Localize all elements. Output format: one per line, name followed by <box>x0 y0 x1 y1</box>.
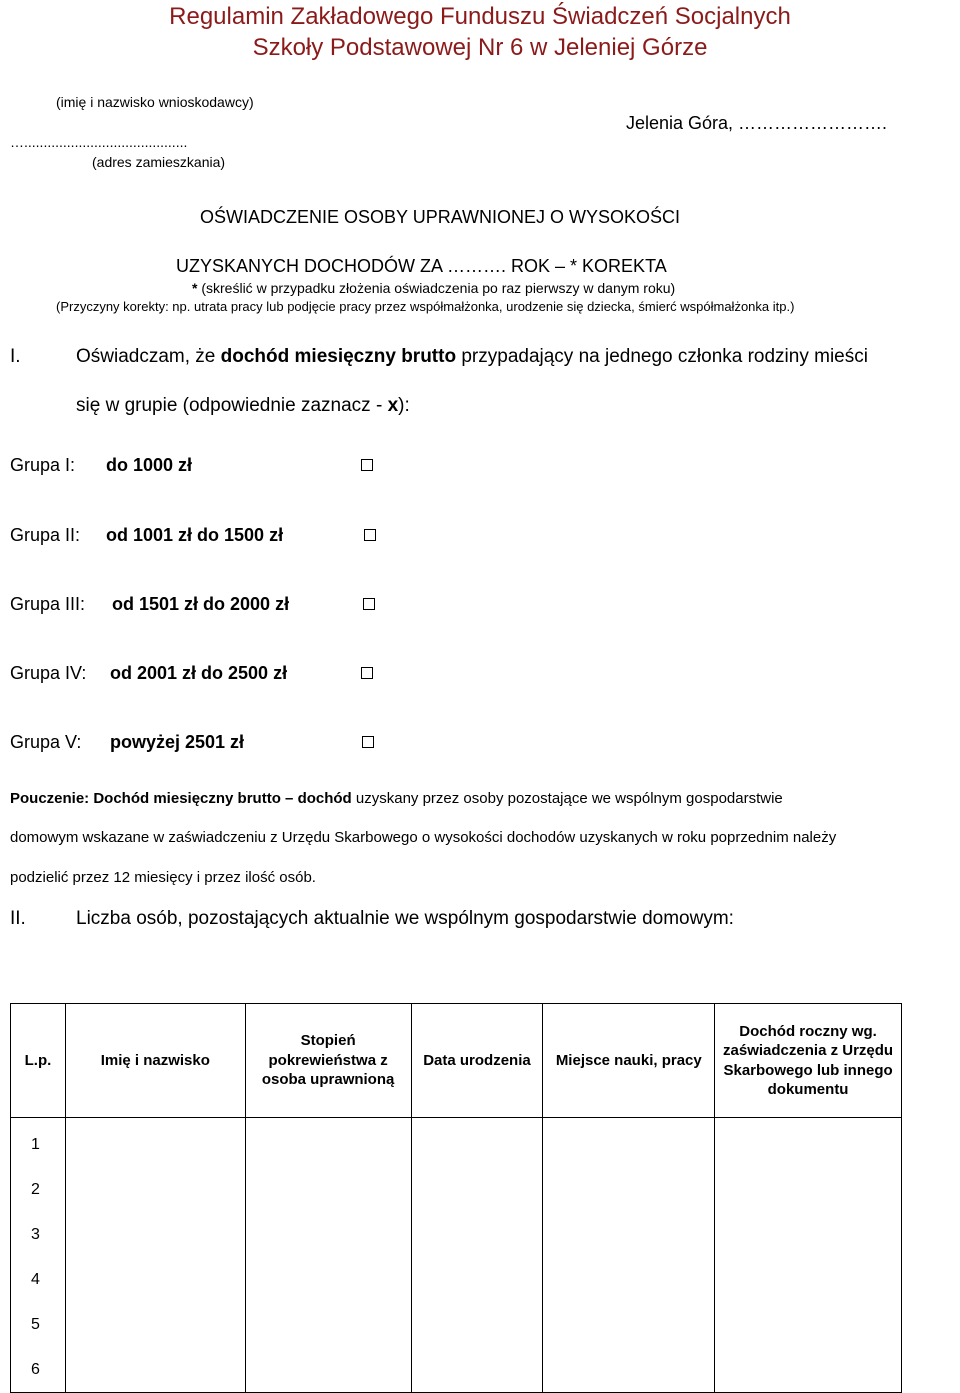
pouczenie-line1: Pouczenie: Dochód miesięczny brutto – dochód uzyskany przez osoby pozostające we wspólnym gospodarstwie <box>10 790 783 807</box>
section1-text-line2: się w grupie (odpowiednie zaznacz - x): <box>76 395 410 416</box>
title-line1: OŚWIADCZENIE OSOBY UPRAWNIONEJ O WYSOKOŚCI <box>200 207 681 227</box>
place-date: Jelenia Góra, ……………………. <box>626 113 888 133</box>
group-3-label: Grupa III: <box>10 594 86 614</box>
group-4-checkbox[interactable] <box>361 667 373 679</box>
row-number: 1 <box>31 1136 40 1153</box>
pouczenie-line3: podzielić przez 12 miesięcy i przez ilość osób. <box>10 869 316 886</box>
row-number: 4 <box>31 1271 40 1288</box>
group-2-range: od 1001 zł do 1500 zł <box>106 525 284 545</box>
applicant-address-label: (adres zamieszkania) <box>92 154 226 170</box>
income-cell[interactable] <box>715 1118 902 1393</box>
title-line2: UZYSKANYCH DOCHODÓW ZA ………. ROK – * KOREKTA <box>176 256 667 276</box>
col-header-name: Imię i nazwisko <box>65 1004 245 1118</box>
place-cell[interactable] <box>543 1118 715 1393</box>
household-members-table <box>10 1003 902 1393</box>
lp-cell <box>11 1118 66 1393</box>
group-4-range: od 2001 zł do 2500 zł <box>110 663 288 683</box>
group-5-checkbox[interactable] <box>362 736 374 748</box>
pouczenie-line2: domowym wskazane w zaświadczeniu z Urzędu Skarbowego o wysokości dochodów uzyskanych w roku poprzednim należy <box>10 829 837 846</box>
row-number: 6 <box>31 1361 40 1378</box>
applicant-dots: ….......................................... <box>10 134 188 150</box>
section2-text: Liczba osób, pozostających aktualnie we wspólnym gospodarstwie domowym: <box>76 908 734 929</box>
row-number: 3 <box>31 1226 40 1243</box>
birth-date-cell[interactable] <box>411 1118 543 1393</box>
group-1-range: do 1000 zł <box>106 455 193 475</box>
col-header-income: Dochód roczny wg. zaświadczenia z Urzędu Skarbowego lub innego dokumentu <box>715 1004 902 1118</box>
row-number: 5 <box>31 1316 40 1333</box>
group-2-label: Grupa II: <box>10 525 81 545</box>
correction-reasons: (Przyczyny korekty: np. utrata pracy lub podjęcie pracy przez współmałżonka, urodzenie się dziecka, śmierć współmałżonka itp.) <box>56 299 795 314</box>
correction-note: * (skreślić w przypadku złożenia oświadczenia po raz pierwszy w danym roku) <box>192 280 676 296</box>
header-title-line2: Szkoły Podstawowej Nr 6 w Jeleniej Górze <box>252 34 708 61</box>
group-5-label: Grupa V: <box>10 732 82 752</box>
group-4-label: Grupa IV: <box>10 663 87 683</box>
col-header-birth-date: Data urodzenia <box>411 1004 543 1118</box>
section1-text: Oświadczam, że dochód miesięczny brutto przypadający na jednego członka rodziny mieści <box>76 346 868 367</box>
col-header-place: Miejsce nauki, pracy <box>543 1004 715 1118</box>
group-3-range: od 1501 zł do 2000 zł <box>112 594 290 614</box>
group-1-label: Grupa I: <box>10 455 76 475</box>
relationship-cell[interactable] <box>245 1118 411 1393</box>
row-number: 2 <box>31 1181 40 1198</box>
col-header-lp: L.p. <box>11 1004 66 1118</box>
group-1-checkbox[interactable] <box>361 459 373 471</box>
group-5-range: powyżej 2501 zł <box>110 732 245 752</box>
name-cell[interactable] <box>65 1118 245 1393</box>
section2-number: II. <box>10 908 26 929</box>
header-title-line1: Regulamin Zakładowego Funduszu Świadczeń Socjalnych <box>169 3 791 30</box>
col-header-relationship: Stopień pokrewieństwa z osoba uprawnioną <box>245 1004 411 1118</box>
table-body-row <box>11 1118 902 1393</box>
table-header-row <box>11 1004 902 1118</box>
section1-number: I. <box>10 346 21 367</box>
group-2-checkbox[interactable] <box>364 529 376 541</box>
group-3-checkbox[interactable] <box>363 598 375 610</box>
applicant-name-label: (imię i nazwisko wnioskodawcy) <box>56 94 254 110</box>
